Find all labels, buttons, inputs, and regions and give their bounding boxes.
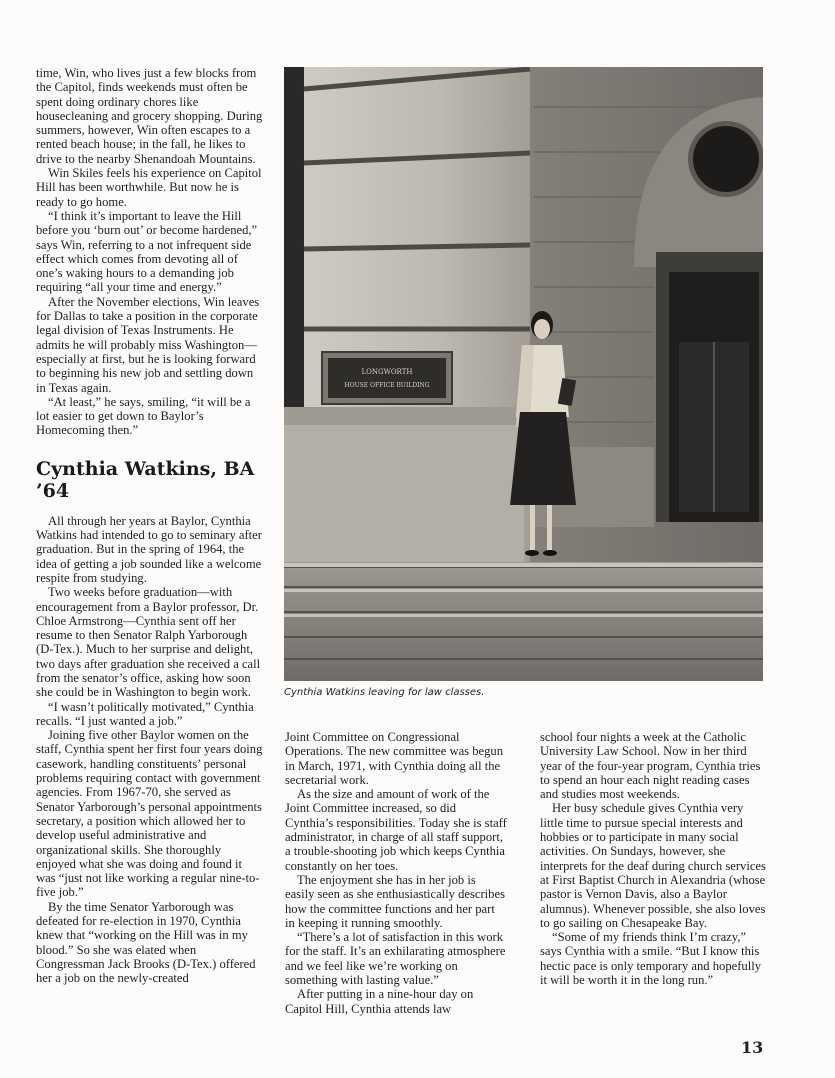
building-photo [284, 67, 763, 681]
body-paragraph: Two weeks before graduation—with encouragement from a Baylor professor, Dr. Chloe Armstrong—Cynthia sent off her resume to then Senator Ralph Yarborough (D-Tex.). Much to her surprise and delight, two days after graduation she received a call from the senator’s office, asking how soon she could be in Washington to begin work. [36, 585, 261, 700]
plaque-line2: HOUSE OFFICE BUILDING [344, 382, 430, 389]
article-column-2 [285, 730, 507, 1016]
body-paragraph: After putting in a nine-hour day on Capitol Hill, Cynthia attends law [285, 987, 474, 1016]
body-paragraph: “At least,” he says, smiling, “it will be a lot easier to get down to Baylor’s Homecoming then.” [36, 394, 251, 438]
body-paragraph: Joining five other Baylor women on the staff, Cynthia spent her first four years doing casework, handling constituents’ personal problems requiring contact with government agencies. From 1967-70, she served as Senator Yarborough’s personal appointments secretary, a position which allowed her to develop useful administrative and organizational skills. She thoroughly enjoyed what she was doing and found it was “just not like working a regular nine-to-five job.” [36, 728, 263, 900]
body-paragraph: As the size and amount of work of the Joint Committee increased, so did Cynthia’s responsibilities. Today she is staff administrator, in charge of all staff support, a trouble-shooting job which keeps Cynthia constantly on her toes. [285, 787, 507, 873]
body-paragraph: time, Win, who lives just a few blocks from the Capitol, finds weekends must often be spent doing ordinary chores like housecleaning and grocery shopping. During summers, however, Win often escapes to a rented beach house; in the fall, he likes to drive to the nearby Shenandoah Mountains. [36, 66, 263, 166]
photo-caption: Cynthia Watkins leaving for law classes. [284, 687, 485, 698]
article-column-3 [540, 730, 766, 987]
body-paragraph: “I wasn’t politically motivated,” Cynthia recalls. “I just wanted a job.” [36, 699, 254, 728]
body-paragraph: school four nights a week at the Catholic University Law School. Now in her third year of the four-year program, Cynthia tries to spend an hour each night reading cases and studies most weekends. [540, 730, 761, 802]
article-column-1 [36, 66, 264, 986]
body-paragraph: All through her years at Baylor, Cynthia Watkins had intended to go to seminary after graduation. But in the spring of 1964, the idea of getting a job sounded like a welcome respite from studying. [36, 513, 262, 585]
body-paragraph: “I think it’s important to leave the Hill before you ‘burn out’ or become hardened,” says Win, referring to a not infrequent side effect which comes from devoting all of one’s waking hours to a demanding job requiring “all your time and energy.” [36, 208, 258, 295]
body-paragraph: The enjoyment she has in her job is easily seen as she enthusiastically describes how the committee functions and her part in keeping it running smoothly. [285, 872, 505, 930]
body-paragraph: “Some of my friends think I’m crazy,” says Cynthia with a smile. “But I know this hectic pace is only temporary and hopefully it will be worth it in the long run.” [540, 930, 762, 988]
body-paragraph: Her busy schedule gives Cynthia very little time to pursue special interests and hobbies or to participate in many social activities. On Sundays, however, she interprets for the deaf during church services at First Baptist Church in Alexandria (whose pastor is Vernon Davis, also a Baylor alumnus). Whenever possible, she also loves to go sailing on Chesapeake Bay. [540, 801, 766, 930]
body-paragraph: By the time Senator Yarborough was defeated for re-election in 1970, Cynthia knew that “working on the Hill was in my blood.” So she was elated when Congressman Jack Brooks (D-Tex.) offered her a job on the newly-created [36, 899, 256, 986]
plaque-line1: LONGWORTH [361, 368, 413, 376]
page-number: 13 [741, 1038, 764, 1057]
body-paragraph: Joint Committee on Congressional Operations. The new committee was begun in March, 1971, with Cynthia doing all the secretarial work. [285, 730, 503, 787]
body-paragraph: “There’s a lot of satisfaction in this work for the staff. It’s an exhilarating atmosphere and we feel like we’re working on something with lasting value.” [285, 930, 506, 988]
section-heading: Cynthia Watkins, BA ’64 [36, 457, 255, 502]
photo-illustration [284, 67, 763, 681]
body-paragraph: After the November elections, Win leaves for Dallas to take a position in the corporate legal division of Texas Instruments. He admits he will probably miss Washington—especially at first, but he is looking forward to beginning his new job and settling down in Texas again. [36, 294, 260, 395]
body-paragraph: Win Skiles feels his experience on Capitol Hill has been worthwhile. But now he is ready to go home. [36, 166, 262, 209]
